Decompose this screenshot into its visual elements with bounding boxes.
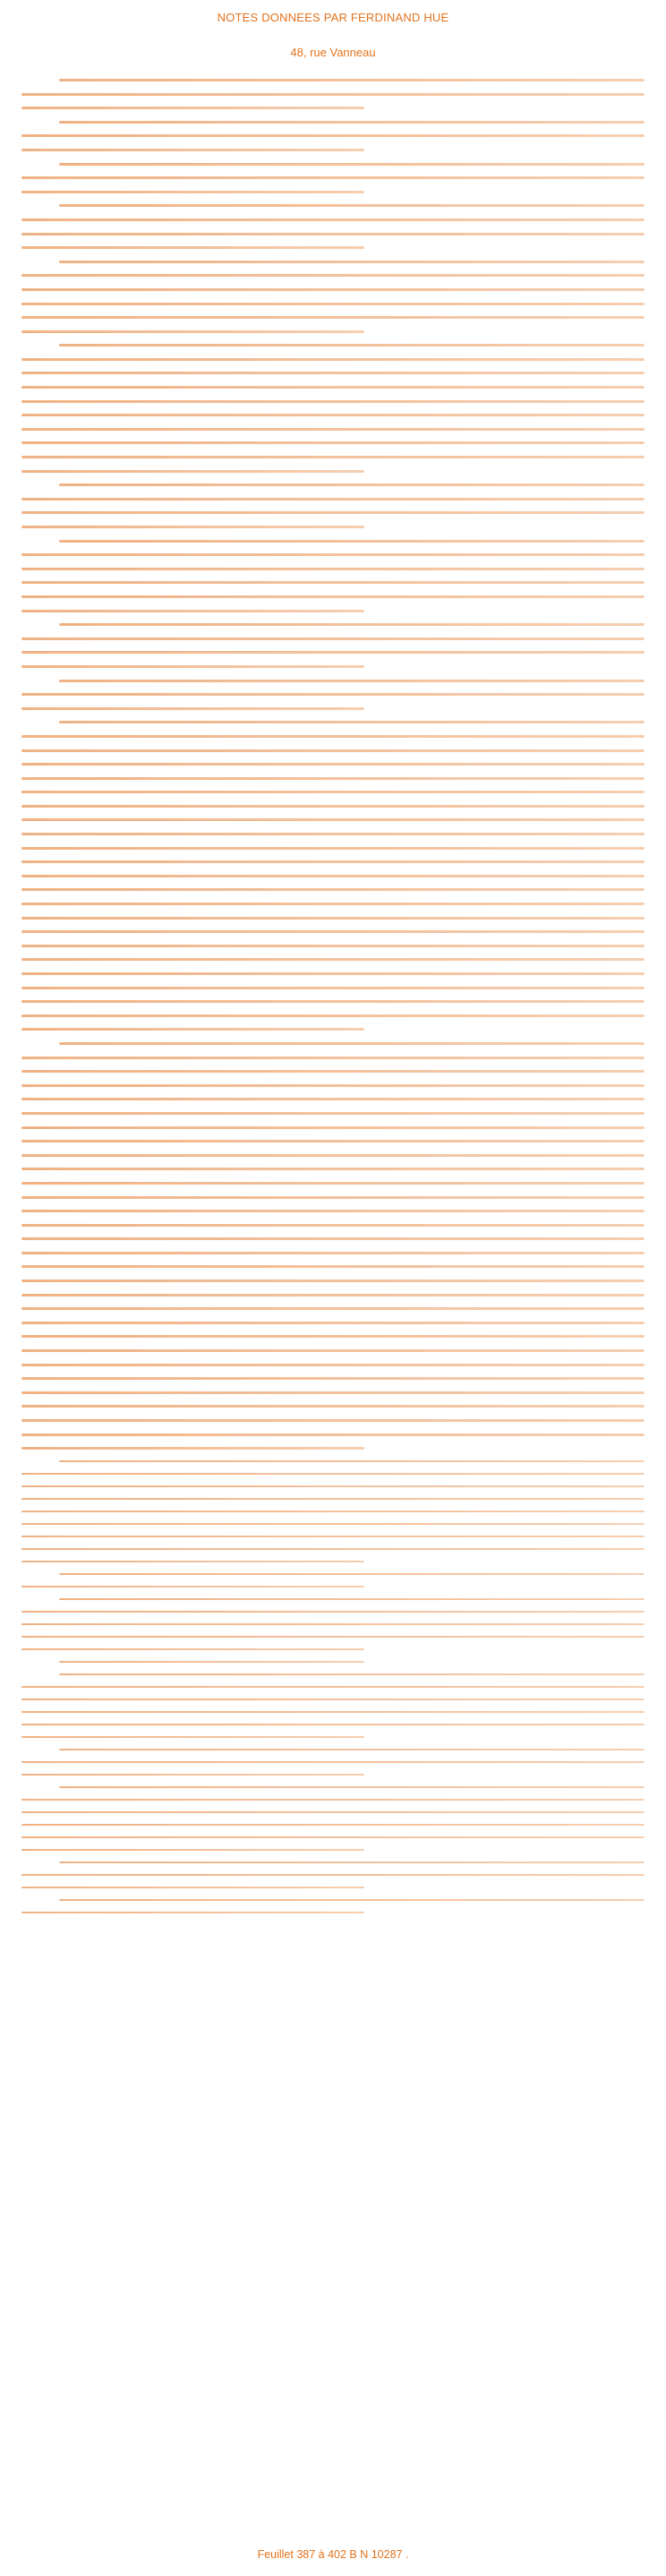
text-line bbox=[21, 255, 645, 270]
text-line bbox=[21, 1556, 645, 1569]
text-line bbox=[21, 1330, 645, 1344]
text-line bbox=[21, 1246, 645, 1261]
text-line bbox=[21, 1316, 645, 1331]
text-line bbox=[21, 1232, 645, 1246]
text-line bbox=[21, 1719, 645, 1732]
text-line bbox=[21, 1358, 645, 1373]
text-line bbox=[21, 1832, 645, 1844]
paragraph bbox=[21, 199, 645, 254]
text-line bbox=[21, 492, 645, 507]
text-line bbox=[21, 730, 645, 744]
text-line bbox=[21, 1631, 645, 1644]
paragraph bbox=[21, 255, 645, 339]
text-line bbox=[21, 1162, 645, 1177]
text-line bbox=[21, 1468, 645, 1481]
text-line bbox=[21, 869, 645, 884]
footer-reference: Feuillet 387 à 402 B N 10287 . bbox=[257, 2548, 409, 2561]
paragraph bbox=[21, 338, 645, 478]
text-line bbox=[21, 1414, 645, 1428]
text-line bbox=[21, 101, 645, 116]
paragraph bbox=[21, 1594, 645, 1656]
text-line bbox=[21, 897, 645, 911]
text-line bbox=[21, 1844, 645, 1857]
text-line bbox=[21, 674, 645, 689]
text-line bbox=[21, 590, 645, 604]
text-line bbox=[21, 1386, 645, 1400]
text-line bbox=[21, 1037, 645, 1051]
text-line bbox=[21, 1732, 645, 1744]
text-line bbox=[21, 143, 645, 158]
document-body bbox=[21, 73, 645, 1920]
text-line bbox=[21, 1260, 645, 1274]
text-line bbox=[21, 1274, 645, 1288]
text-line bbox=[21, 772, 645, 786]
text-line bbox=[21, 1023, 645, 1037]
text-line bbox=[21, 1204, 645, 1219]
text-line bbox=[21, 744, 645, 758]
text-line bbox=[21, 1895, 645, 1907]
text-line bbox=[21, 269, 645, 283]
text-line bbox=[21, 757, 645, 772]
text-line bbox=[21, 1191, 645, 1205]
text-line bbox=[21, 604, 645, 619]
text-line bbox=[21, 520, 645, 535]
text-line bbox=[21, 1569, 645, 1581]
text-line bbox=[21, 911, 645, 926]
text-line bbox=[21, 1493, 645, 1506]
text-line bbox=[21, 213, 645, 227]
text-line bbox=[21, 185, 645, 200]
text-line bbox=[21, 1544, 645, 1556]
text-line bbox=[21, 1694, 645, 1707]
text-line bbox=[21, 702, 645, 716]
text-line bbox=[21, 1619, 645, 1631]
text-line bbox=[21, 646, 645, 660]
text-line bbox=[21, 967, 645, 981]
paragraph bbox=[21, 1669, 645, 1744]
text-line bbox=[21, 1288, 645, 1303]
text-line bbox=[21, 1092, 645, 1107]
paragraph bbox=[21, 73, 645, 116]
text-line bbox=[21, 1644, 645, 1656]
text-line bbox=[21, 1399, 645, 1414]
text-line bbox=[21, 1757, 645, 1769]
text-line bbox=[21, 1442, 645, 1456]
text-line bbox=[21, 1882, 645, 1895]
paragraph bbox=[21, 116, 645, 158]
paragraph bbox=[21, 1895, 645, 1920]
text-line bbox=[21, 535, 645, 549]
text-line bbox=[21, 1594, 645, 1606]
text-line bbox=[21, 939, 645, 954]
text-line bbox=[21, 660, 645, 674]
text-line bbox=[21, 423, 645, 437]
text-line bbox=[21, 116, 645, 130]
text-line bbox=[21, 1372, 645, 1386]
text-line bbox=[21, 338, 645, 353]
text-line bbox=[21, 855, 645, 869]
text-line bbox=[21, 1581, 645, 1594]
paragraph bbox=[21, 674, 645, 716]
text-line bbox=[21, 129, 645, 143]
text-line bbox=[21, 478, 645, 492]
text-line bbox=[21, 297, 645, 312]
text-line bbox=[21, 1428, 645, 1442]
paragraph bbox=[21, 618, 645, 673]
text-line bbox=[21, 1065, 645, 1079]
text-line bbox=[21, 325, 645, 339]
text-line bbox=[21, 1707, 645, 1719]
text-line bbox=[21, 632, 645, 646]
text-line bbox=[21, 199, 645, 213]
text-line bbox=[21, 1456, 645, 1468]
text-line bbox=[21, 1819, 645, 1832]
paragraph bbox=[21, 535, 645, 619]
paragraph bbox=[21, 1037, 645, 1456]
text-line bbox=[21, 171, 645, 185]
text-line bbox=[21, 813, 645, 827]
paragraph bbox=[21, 1569, 645, 1594]
text-line bbox=[21, 925, 645, 939]
paragraph bbox=[21, 715, 645, 1037]
text-line bbox=[21, 1769, 645, 1782]
text-line bbox=[21, 506, 645, 520]
text-line bbox=[21, 1177, 645, 1191]
text-line bbox=[21, 883, 645, 897]
text-line bbox=[21, 88, 645, 102]
text-line bbox=[21, 1782, 645, 1794]
text-line bbox=[21, 827, 645, 842]
text-line bbox=[21, 1807, 645, 1819]
text-line bbox=[21, 450, 645, 465]
text-line bbox=[21, 1744, 645, 1757]
text-line bbox=[21, 548, 645, 562]
text-line bbox=[21, 436, 645, 450]
text-line bbox=[21, 1606, 645, 1619]
text-line bbox=[21, 1344, 645, 1358]
text-line bbox=[21, 981, 645, 996]
text-line bbox=[21, 241, 645, 255]
text-line bbox=[21, 688, 645, 702]
text-line bbox=[21, 953, 645, 967]
text-line bbox=[21, 395, 645, 409]
text-line bbox=[21, 1051, 645, 1065]
text-line bbox=[21, 1656, 645, 1669]
text-line bbox=[21, 1531, 645, 1544]
text-line bbox=[21, 618, 645, 632]
text-line bbox=[21, 995, 645, 1009]
text-line bbox=[21, 1107, 645, 1121]
text-line bbox=[21, 465, 645, 479]
text-line bbox=[21, 1009, 645, 1023]
paragraph bbox=[21, 1656, 645, 1669]
text-line bbox=[21, 1134, 645, 1149]
text-line bbox=[21, 785, 645, 800]
paragraph bbox=[21, 1857, 645, 1895]
text-line bbox=[21, 1870, 645, 1882]
text-line bbox=[21, 1857, 645, 1870]
text-line bbox=[21, 283, 645, 297]
text-line bbox=[21, 1682, 645, 1694]
paragraph bbox=[21, 478, 645, 534]
text-line bbox=[21, 800, 645, 814]
text-line bbox=[21, 1302, 645, 1316]
text-line bbox=[21, 1481, 645, 1493]
text-line bbox=[21, 1079, 645, 1093]
text-line bbox=[21, 1519, 645, 1531]
text-line bbox=[21, 562, 645, 577]
text-line bbox=[21, 311, 645, 325]
text-line bbox=[21, 1121, 645, 1135]
text-line bbox=[21, 1669, 645, 1682]
text-line bbox=[21, 842, 645, 856]
text-line bbox=[21, 1219, 645, 1233]
text-line bbox=[21, 158, 645, 172]
text-line bbox=[21, 1149, 645, 1163]
text-line bbox=[21, 366, 645, 381]
paragraph bbox=[21, 1456, 645, 1569]
text-line bbox=[21, 715, 645, 730]
text-line bbox=[21, 1506, 645, 1519]
paragraph bbox=[21, 158, 645, 200]
text-line bbox=[21, 1907, 645, 1920]
text-line bbox=[21, 227, 645, 242]
address-line: 48, rue Vanneau bbox=[290, 46, 376, 59]
text-line bbox=[21, 576, 645, 590]
text-line bbox=[21, 381, 645, 395]
text-line bbox=[21, 408, 645, 423]
text-line bbox=[21, 353, 645, 367]
paragraph bbox=[21, 1782, 645, 1857]
paragraph bbox=[21, 1744, 645, 1782]
text-line bbox=[21, 73, 645, 88]
document-title: NOTES DONNEES PAR FERDINAND HUE bbox=[217, 11, 449, 24]
text-line bbox=[21, 1794, 645, 1807]
